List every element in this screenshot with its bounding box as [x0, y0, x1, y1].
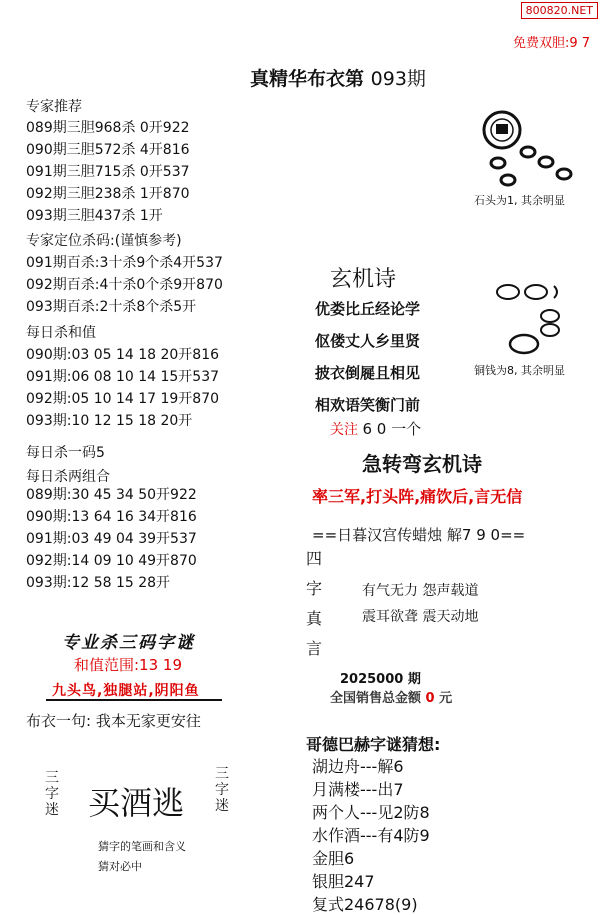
zimi-right-vertical: 三字迷	[215, 766, 229, 814]
poem-heading: 玄机诗	[330, 267, 397, 292]
coin-caption: 铜钱为8, 其余明显	[474, 364, 565, 377]
list-item: 092期三胆238杀 1开870	[26, 186, 190, 202]
four-words-vertical	[306, 544, 322, 664]
zimi-hint-2: 猜对必中	[98, 860, 142, 873]
list-item: 089期三胆968杀 0开922	[26, 120, 190, 136]
four-words-line-1: 有气无力 怨声载道	[362, 583, 479, 599]
position-kill-heading: 专家定位杀码:(谨慎参考)	[26, 233, 182, 249]
site-badge: 800820.NET	[521, 2, 598, 19]
list-item: 复式24678(9)	[312, 895, 418, 914]
goedel-heading: 哥德巴赫字谜猜想:	[306, 735, 441, 754]
daily-combo-heading: 每日杀两组合	[26, 469, 110, 485]
expert-list	[26, 117, 190, 227]
list-item: 093期百杀:2十杀8个杀5开	[26, 299, 197, 315]
zimi-riddle: 买酒逃	[88, 784, 185, 822]
sales-line	[330, 687, 452, 706]
vertical-char: 言	[306, 639, 323, 658]
focus-line	[330, 418, 421, 439]
sales-unit: 元	[439, 691, 453, 706]
list-item: 091期:03 49 04 39开537	[26, 531, 197, 547]
list-item: 月满楼---出7	[312, 780, 404, 799]
focus-value: 6 0 一个	[362, 420, 422, 438]
poem-line: 相欢语笑衡门前	[315, 396, 421, 414]
list-item: 093期:12 58 15 28开	[26, 575, 171, 591]
coin-chain-icon	[492, 280, 582, 360]
list-item: 091期百杀:3十杀9个杀4开537	[26, 255, 223, 271]
daily-sum-list	[26, 344, 219, 432]
list-item: 水作酒---有4防9	[312, 826, 430, 845]
buyi-sentence: 布衣一句: 我本无家更安往	[26, 712, 201, 730]
turn-poem-line: 率三军,打头阵,痛饮后,言无信	[312, 487, 523, 506]
list-item: 092期:14 09 10 49开870	[26, 553, 197, 569]
list-item: 090期:03 05 14 18 20开816	[26, 347, 220, 363]
riddle-heading: 专业杀三码字谜	[62, 633, 195, 653]
stone-chain-icon	[480, 108, 580, 194]
free-pair: 免费双胆:9 7	[512, 36, 590, 51]
poem-line: 优娄比丘经论学	[315, 300, 421, 318]
focus-label: 关注	[330, 422, 358, 438]
sum-range: 和值范围:13 19	[74, 656, 182, 674]
vertical-char: 真	[306, 609, 323, 628]
divider	[46, 699, 222, 701]
list-item: 090期三胆572杀 4开816	[26, 142, 190, 158]
list-item: 金胆6	[312, 849, 355, 868]
list-item: 银胆247	[312, 872, 375, 891]
title-main: 真精华布衣第	[250, 68, 365, 90]
sunset-line: ==日暮汉宫传蜡烛 解7 9 0==	[312, 526, 526, 544]
daily-combo-list	[26, 484, 197, 594]
goedel-list	[312, 754, 430, 915]
vertical-char: 字	[306, 579, 323, 598]
poem-line: 披衣倒屣且相见	[315, 364, 421, 382]
position-kill-list	[26, 252, 223, 318]
four-words-line-2: 震耳欲聋 震天动地	[362, 609, 479, 625]
turn-poem-heading: 急转弯玄机诗	[362, 452, 482, 476]
expert-heading: 专家推荐	[26, 99, 82, 115]
list-item: 093期:10 12 15 18 20开	[26, 413, 193, 429]
zimi-left-vertical: 三字迷	[45, 770, 59, 818]
vertical-char: 四	[306, 549, 323, 568]
daily-sum-heading: 每日杀和值	[26, 325, 96, 341]
list-item: 湖边舟---解6	[312, 757, 404, 776]
list-item: 092期:05 10 14 17 19开870	[26, 391, 220, 407]
sales-period: 2025000 期	[340, 672, 421, 687]
list-item: 093期三胆437杀 1开	[26, 208, 163, 224]
list-item: 091期三胆715杀 0开537	[26, 164, 190, 180]
zimi-hint-1: 猜字的笔画和含义	[98, 840, 186, 853]
list-item: 092期百杀:4十杀0个杀9开870	[26, 277, 223, 293]
sales-amount: 0	[425, 691, 435, 706]
page-title	[250, 64, 426, 91]
list-item: 091期:06 08 10 14 15开537	[26, 369, 220, 385]
sales-text: 全国销售总金额	[330, 691, 422, 706]
daily-one-code: 每日杀一码5	[26, 445, 105, 461]
poem-line: 伛偻丈人乡里贤	[315, 332, 421, 350]
stone-caption: 石头为1, 其余明显	[474, 194, 565, 207]
riddle-slogan: 九头鸟,独腿站,阴阳鱼	[52, 683, 200, 699]
list-item: 090期:13 64 16 34开816	[26, 509, 197, 525]
list-item: 两个人---见2防8	[312, 803, 430, 822]
title-issue: 093期	[370, 68, 426, 90]
list-item: 089期:30 45 34 50开922	[26, 487, 197, 503]
